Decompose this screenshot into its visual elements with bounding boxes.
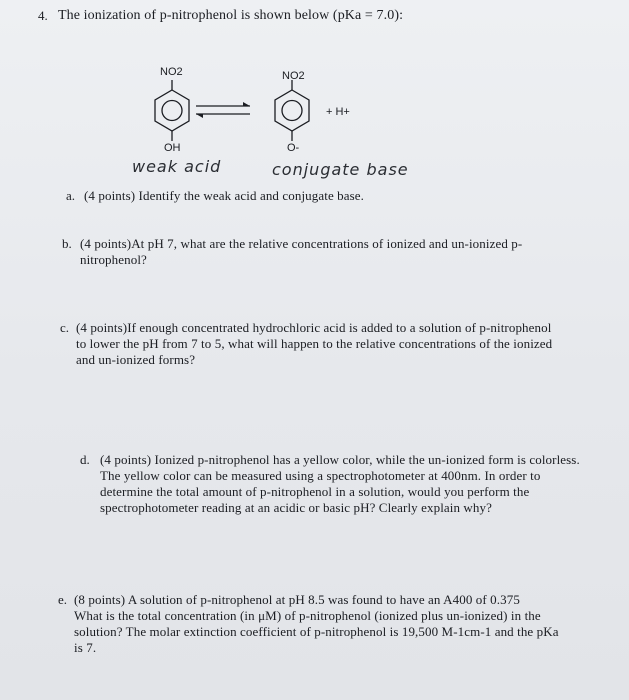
benzene-ring-right	[275, 80, 309, 141]
question-b-letter: b.	[62, 236, 72, 251]
proton-label: + H+	[326, 106, 350, 118]
nitro-group-left: NO2	[160, 66, 183, 78]
question-c-letter: c.	[60, 320, 70, 335]
question-d-letter: d.	[80, 452, 90, 467]
question-b-line-1: (4 points)At pH 7, what are the relative concentrations of ionized and un-ionized p-	[80, 236, 523, 251]
phenoxide-group: O-	[287, 142, 300, 154]
question-a-text: (4 points) Identify the weak acid and conjugate base.	[84, 188, 365, 203]
question-d-line-2: The yellow color can be measured using a spectrophotometer at 400nm. In order to	[100, 468, 541, 483]
question-e-line-4: is 7.	[74, 640, 97, 655]
question-e-letter: e.	[58, 592, 68, 607]
nitro-group-right: NO2	[282, 70, 305, 82]
question-c-line-3: and un-ionized forms?	[76, 352, 196, 367]
question-d-line-1: (4 points) Ionized p-nitrophenol has a yellow color, while the un-ionized form is colorless.	[100, 452, 580, 467]
hydroxyl-group: OH	[164, 142, 181, 154]
question-c-line-2: to lower the pH from 7 to 5, what will happen to the relative concentrations of the ionized	[76, 336, 553, 351]
handwritten-conjugate-base: conjugate base	[272, 160, 409, 179]
equilibrium-arrows	[196, 102, 250, 118]
benzene-ring-left	[155, 80, 189, 141]
question-c-line-1: (4 points)If enough concentrated hydrochloric acid is added to a solution of p-nitrophenol	[76, 320, 552, 335]
question-d-line-4: spectrophotometer reading at an acidic or basic pH? Clearly explain why?	[100, 500, 492, 515]
handwritten-weak-acid: weak acid	[132, 157, 222, 176]
question-a-letter: a.	[66, 188, 76, 203]
problem-number: 4.	[38, 8, 48, 23]
problem-title: The ionization of p-nitrophenol is shown below (pKa = 7.0):	[58, 8, 404, 23]
question-b-line-2: nitrophenol?	[80, 252, 147, 267]
question-e-line-1: (8 points) A solution of p-nitrophenol at pH 8.5 was found to have an A400 of 0.375	[74, 592, 520, 607]
question-e-line-2: What is the total concentration (in μM) of p-nitrophenol (ionized plus un-ionized) in the	[74, 608, 541, 623]
question-d-line-3: determine the total amount of p-nitrophenol in a solution, would you perform the	[100, 484, 530, 499]
question-e-line-3: solution? The molar extinction coefficient of p-nitrophenol is 19,500 M-1cm-1 and the pKa	[74, 624, 559, 639]
